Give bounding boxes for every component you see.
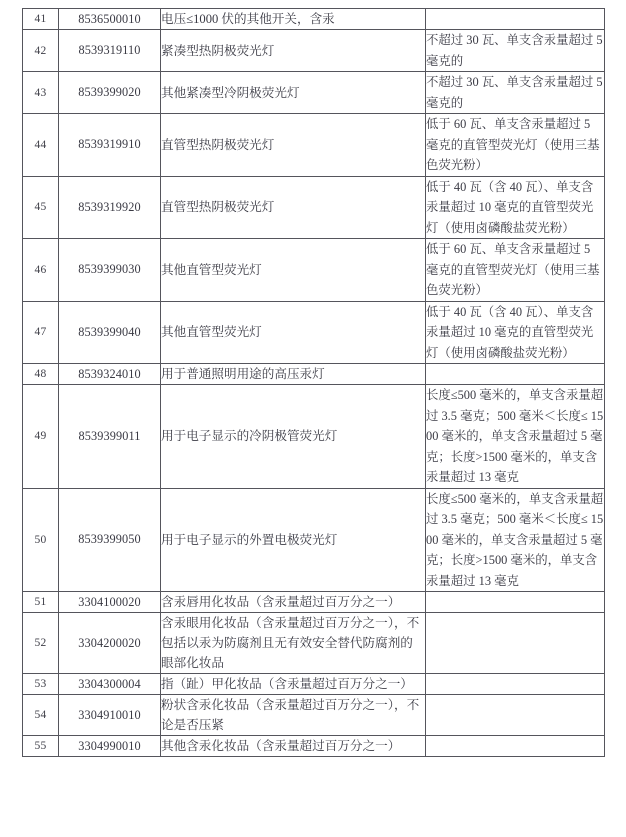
row-index-cell: 52 (23, 613, 59, 674)
product-description-cell: 直管型热阴极荧光灯 (161, 114, 426, 177)
table-row (23, 695, 605, 736)
product-description-cell: 其他直管型荧光灯 (161, 239, 426, 302)
mercury-products-table (22, 8, 605, 757)
remark-cell: 不超过 30 瓦、单支含汞量超过 5 毫克的 (426, 30, 605, 72)
customs-code-cell: 3304990010 (59, 736, 161, 757)
remark-cell: 长度≤500 毫米的，单支含汞量超过 3.5 毫克；500 毫米＜长度≤ 1500 毫米的，单支含汞量超过 5 毫克；长度>1500 毫米的，单支含汞量超过 13 毫克 (426, 488, 605, 592)
row-index-cell: 46 (23, 239, 59, 302)
remark-cell: 不超过 30 瓦、单支含汞量超过 5 毫克的 (426, 72, 605, 114)
customs-code-cell: 8539399040 (59, 301, 161, 364)
table-row (23, 736, 605, 757)
remark-cell: 低于 60 瓦、单支含汞量超过 5 毫克的直管型荧光灯（使用三基色荧光粉） (426, 114, 605, 177)
table-body (23, 9, 605, 757)
table-row (23, 176, 605, 239)
row-index-cell: 54 (23, 695, 59, 736)
remark-cell: 低于 60 瓦、单支含汞量超过 5 毫克的直管型荧光灯（使用三基色荧光粉） (426, 239, 605, 302)
table-row (23, 613, 605, 674)
row-index-cell: 42 (23, 30, 59, 72)
row-index-cell: 45 (23, 176, 59, 239)
product-description-cell: 用于电子显示的外置电极荧光灯 (161, 488, 426, 592)
remark-cell (426, 695, 605, 736)
customs-code-cell: 8536500010 (59, 9, 161, 30)
remark-cell (426, 592, 605, 613)
product-description-cell: 用于普通照明用途的高压汞灯 (161, 364, 426, 385)
remark-cell: 低于 40 瓦（含 40 瓦）、单支含汞量超过 10 毫克的直管型荧光灯（使用卤磷酸盐荧光粉） (426, 301, 605, 364)
table-row (23, 592, 605, 613)
row-index-cell: 49 (23, 385, 59, 489)
product-description-cell: 含汞眼用化妆品（含汞量超过百万分之一），不包括以汞为防腐剂且无有效安全替代防腐剂的眼部化妆品 (161, 613, 426, 674)
table-row (23, 301, 605, 364)
customs-code-cell: 8539324010 (59, 364, 161, 385)
product-description-cell: 用于电子显示的冷阴极管荧光灯 (161, 385, 426, 489)
product-description-cell: 其他直管型荧光灯 (161, 301, 426, 364)
table-container (22, 8, 604, 757)
customs-code-cell: 3304300004 (59, 674, 161, 695)
remark-cell: 低于 40 瓦（含 40 瓦）、单支含汞量超过 10 毫克的直管型荧光灯（使用卤磷酸盐荧光粉） (426, 176, 605, 239)
customs-code-cell: 3304200020 (59, 613, 161, 674)
row-index-cell: 43 (23, 72, 59, 114)
customs-code-cell: 8539319920 (59, 176, 161, 239)
table-row (23, 239, 605, 302)
remark-cell (426, 674, 605, 695)
table-row (23, 385, 605, 489)
customs-code-cell: 8539319910 (59, 114, 161, 177)
customs-code-cell: 8539399030 (59, 239, 161, 302)
remark-cell (426, 364, 605, 385)
customs-code-cell: 8539399011 (59, 385, 161, 489)
product-description-cell: 其他含汞化妆品（含汞量超过百万分之一） (161, 736, 426, 757)
table-row (23, 674, 605, 695)
row-index-cell: 51 (23, 592, 59, 613)
row-index-cell: 55 (23, 736, 59, 757)
customs-code-cell: 8539399050 (59, 488, 161, 592)
remark-cell (426, 613, 605, 674)
row-index-cell: 41 (23, 9, 59, 30)
product-description-cell: 含汞唇用化妆品（含汞量超过百万分之一） (161, 592, 426, 613)
product-description-cell: 电压≤1000 伏的其他开关，含汞 (161, 9, 426, 30)
row-index-cell: 44 (23, 114, 59, 177)
table-row (23, 488, 605, 592)
row-index-cell: 50 (23, 488, 59, 592)
table-row (23, 30, 605, 72)
customs-code-cell: 3304910010 (59, 695, 161, 736)
product-description-cell: 粉状含汞化妆品（含汞量超过百万分之一），不论是否压紧 (161, 695, 426, 736)
table-row (23, 72, 605, 114)
remark-cell (426, 736, 605, 757)
product-description-cell: 指（趾）甲化妆品（含汞量超过百万分之一） (161, 674, 426, 695)
table-row (23, 114, 605, 177)
product-description-cell: 紧凑型热阴极荧光灯 (161, 30, 426, 72)
remark-cell: 长度≤500 毫米的，单支含汞量超过 3.5 毫克；500 毫米＜长度≤ 1500 毫米的，单支含汞量超过 5 毫克；长度>1500 毫米的，单支含汞量超过 13 毫克 (426, 385, 605, 489)
table-row (23, 9, 605, 30)
customs-code-cell: 8539399020 (59, 72, 161, 114)
table-row (23, 364, 605, 385)
row-index-cell: 48 (23, 364, 59, 385)
row-index-cell: 47 (23, 301, 59, 364)
product-description-cell: 直管型热阴极荧光灯 (161, 176, 426, 239)
remark-cell (426, 9, 605, 30)
customs-code-cell: 8539319110 (59, 30, 161, 72)
row-index-cell: 53 (23, 674, 59, 695)
product-description-cell: 其他紧凑型冷阴极荧光灯 (161, 72, 426, 114)
customs-code-cell: 3304100020 (59, 592, 161, 613)
